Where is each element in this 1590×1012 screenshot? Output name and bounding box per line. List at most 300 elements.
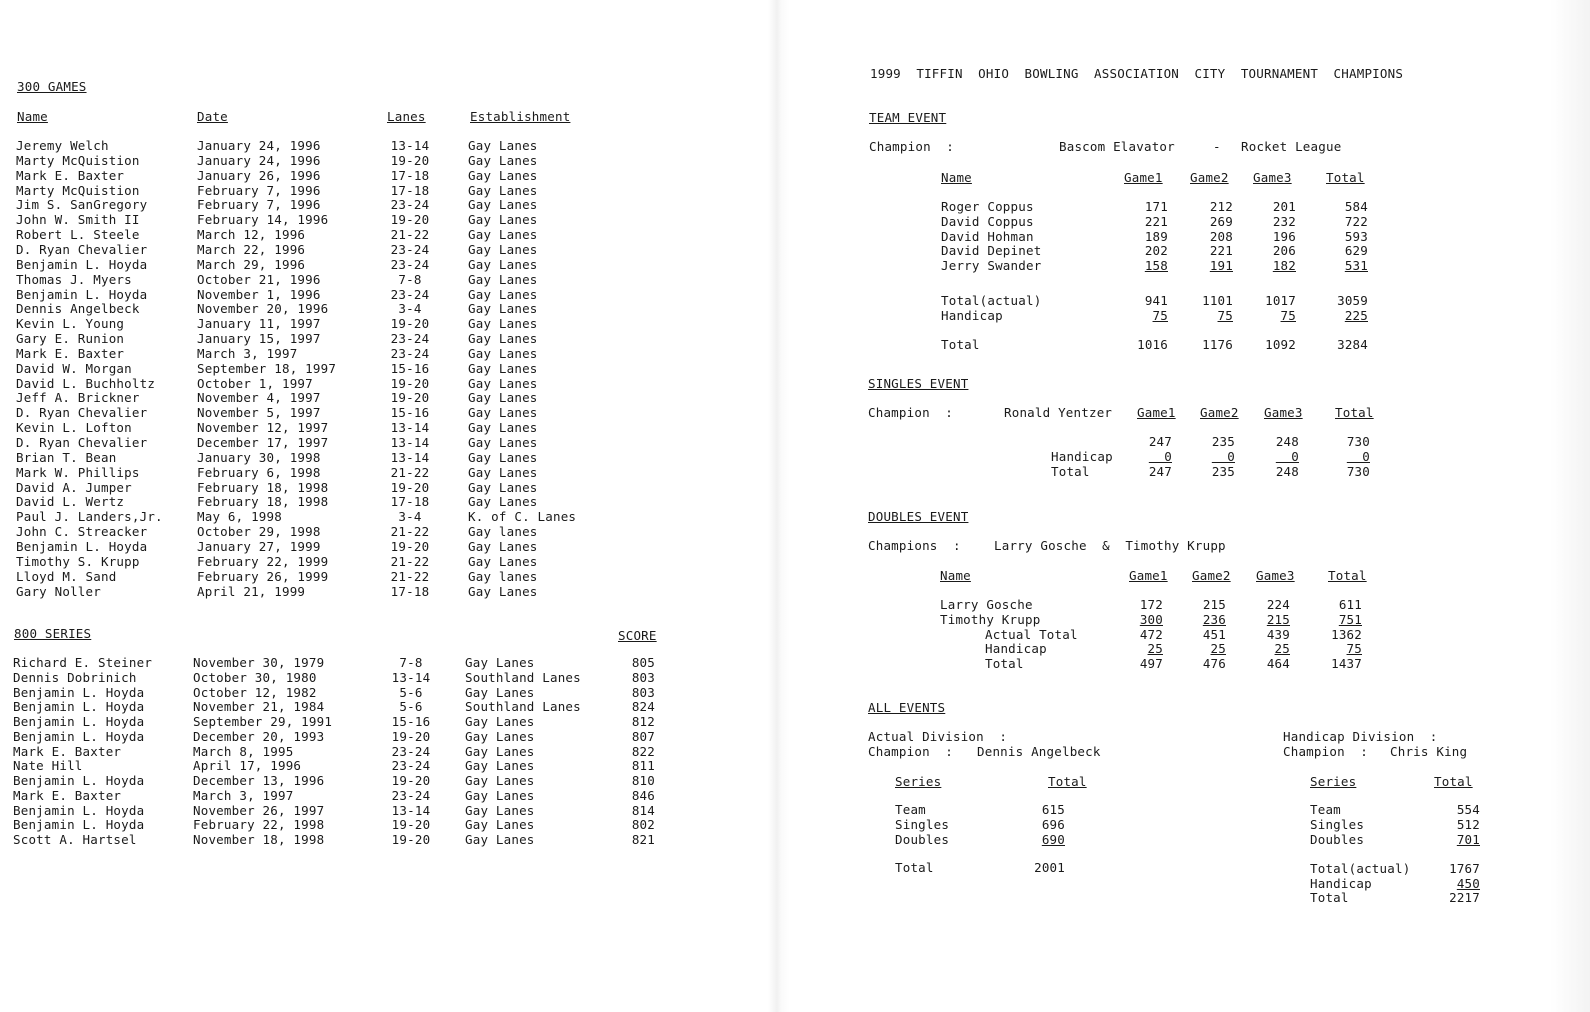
team-total-g3: 1092 xyxy=(1265,337,1296,352)
games300-row xyxy=(16,317,616,332)
establishment: Gay Lanes xyxy=(468,227,538,243)
doubles-header-total: Total xyxy=(1328,568,1367,583)
establishment: Gay Lanes xyxy=(465,787,535,803)
bowler-name: Benjamin L. Hoyda xyxy=(13,773,145,788)
series800-row xyxy=(13,730,673,745)
singles-total-label: Total xyxy=(1051,464,1090,479)
games300-row xyxy=(16,570,616,585)
doubles-total-label: Total xyxy=(985,656,1024,671)
lane-numbers: 23-24 xyxy=(390,286,430,302)
handicap-division-champion-name: Chris King xyxy=(1390,744,1468,759)
bowler-name: Thomas J. Myers xyxy=(16,271,132,287)
handicap-series-total: 512 xyxy=(1456,816,1480,832)
singles-total-g3: 248 xyxy=(1275,464,1299,479)
establishment: Gay Lanes xyxy=(465,832,535,847)
bowler-name: Gary Noller xyxy=(16,583,101,599)
lane-numbers: 23-24 xyxy=(390,197,430,213)
team-member-g2: 269 xyxy=(1209,213,1233,229)
game-date: January 26, 1996 xyxy=(197,167,321,183)
right-page xyxy=(780,0,1590,1012)
doubles-total-g3: 464 xyxy=(1266,656,1290,671)
singles-handicap-g3: 0 xyxy=(1275,449,1299,464)
team-member-g3: 196 xyxy=(1272,228,1296,244)
team-header-game1: Game1 xyxy=(1124,170,1163,185)
lane-numbers: 23-24 xyxy=(390,256,430,272)
games300-header-name: Name xyxy=(17,109,48,124)
singles-score-g2: 235 xyxy=(1211,434,1235,449)
series-score: 812 xyxy=(631,714,655,729)
bowler-name: Gary E. Runion xyxy=(16,331,125,347)
bowler-name: Benjamin L. Hoyda xyxy=(16,256,148,272)
games300-row xyxy=(16,154,616,169)
lane-numbers: 5-6 xyxy=(399,684,423,700)
establishment: Gay Lanes xyxy=(468,390,538,406)
lane-numbers: 21-22 xyxy=(390,227,430,243)
establishment: Gay Lanes xyxy=(468,538,538,554)
lane-numbers: 19-20 xyxy=(391,817,431,833)
lane-numbers: 17-18 xyxy=(390,167,430,183)
bowler-name: John W. Smith II xyxy=(16,212,140,228)
establishment: Gay Lanes xyxy=(465,728,535,744)
establishment: Gay Lanes xyxy=(468,435,538,450)
lane-numbers: 3-4 xyxy=(398,509,422,525)
team-actual-total: 3059 xyxy=(1337,293,1368,308)
doubles-actual-total: 1362 xyxy=(1331,626,1362,642)
doubles-total-total: 1437 xyxy=(1331,656,1362,671)
game-date: March 22, 1996 xyxy=(197,241,306,257)
actual-total-header: Total xyxy=(1048,774,1087,789)
team-member-name: Roger Coppus xyxy=(941,199,1034,214)
games300-row xyxy=(16,406,616,421)
doubles-handicap-total: 75 xyxy=(1346,641,1362,657)
establishment: Gay Lanes xyxy=(468,316,538,332)
lane-numbers: 23-24 xyxy=(390,345,430,361)
bowler-name: Dennis Dobrinich xyxy=(13,669,137,685)
team-member-g3: 201 xyxy=(1272,199,1296,214)
series800-row xyxy=(13,774,673,789)
series-date: September 29, 1991 xyxy=(193,714,333,729)
team-member-g2: 208 xyxy=(1209,228,1233,244)
series-date: February 22, 1998 xyxy=(193,817,325,833)
bowler-name: David A. Jumper xyxy=(16,479,132,495)
series-date: November 26, 1997 xyxy=(193,802,325,818)
game-date: April 21, 1999 xyxy=(197,583,306,599)
game-date: February 18, 1998 xyxy=(197,494,329,510)
game-date: November 12, 1997 xyxy=(197,420,329,436)
establishment: Gay Lanes xyxy=(468,271,538,287)
singles-handicap-g1: 0 xyxy=(1148,449,1172,464)
bowler-name: Scott A. Hartsel xyxy=(13,832,137,847)
series800-row xyxy=(13,671,673,686)
team-champion-dash: - xyxy=(1213,139,1221,154)
bowler-name: Robert L. Steele xyxy=(16,227,140,243)
lane-numbers: 13-14 xyxy=(390,449,430,465)
game-date: February 22, 1999 xyxy=(197,553,329,569)
bowler-name: D. Ryan Chevalier xyxy=(16,435,148,450)
games300-row xyxy=(16,391,616,406)
games300-table xyxy=(16,139,616,604)
games300-row xyxy=(16,540,616,555)
lane-numbers: 17-18 xyxy=(390,494,430,510)
handicap-series-name: Singles xyxy=(1310,816,1365,832)
game-date: February 6, 1998 xyxy=(197,464,321,480)
actual-series-total: 696 xyxy=(1041,816,1065,832)
doubles-actual-label: Actual Total xyxy=(985,626,1078,642)
games300-row xyxy=(16,466,616,481)
games300-row xyxy=(16,228,616,243)
handicap-division-table xyxy=(1310,803,1510,913)
doubles-member-name: Timothy Krupp xyxy=(940,611,1041,627)
establishment: Gay Lanes xyxy=(468,286,538,302)
team-handicap-label: Handicap xyxy=(941,308,1003,323)
handicap-series-name: Team xyxy=(1310,802,1341,817)
establishment: Gay Lanes xyxy=(468,331,538,347)
team-event-table xyxy=(940,170,1368,352)
games300-row xyxy=(16,362,616,377)
team-member-g1: 171 xyxy=(1144,199,1168,214)
all-events-title: ALL EVENTS xyxy=(868,700,946,715)
singles-champion-label: Champion : xyxy=(868,405,953,420)
team-actual-g3: 1017 xyxy=(1265,293,1296,308)
handicap-handicap-value: 450 xyxy=(1456,876,1480,891)
singles-header-game1: Game1 xyxy=(1137,405,1176,420)
series-date: December 20, 1993 xyxy=(193,728,325,744)
establishment: Gay Lanes xyxy=(465,773,535,788)
actual-series-total: 615 xyxy=(1041,802,1065,817)
establishment: Gay Lanes xyxy=(468,464,538,480)
singles-header-game3: Game3 xyxy=(1264,405,1303,420)
actual-division-label: Actual Division : xyxy=(868,729,1008,744)
game-date: February 14, 1996 xyxy=(197,212,329,228)
lane-numbers: 19-20 xyxy=(391,773,431,788)
bowler-name: Kevin L. Lofton xyxy=(16,420,132,436)
doubles-actual-g1: 472 xyxy=(1139,626,1163,642)
games300-row xyxy=(16,288,616,303)
series-score: 846 xyxy=(631,787,655,803)
game-date: March 29, 1996 xyxy=(197,256,306,272)
establishment: Gay Lanes xyxy=(465,714,535,729)
singles-handicap-g2: 0 xyxy=(1211,449,1235,464)
bowler-name: Benjamin L. Hoyda xyxy=(16,538,148,554)
game-date: May 6, 1998 xyxy=(197,509,282,525)
actual-division-table xyxy=(895,803,1095,883)
lane-numbers: 7-8 xyxy=(399,655,423,670)
games300-header-lanes: Lanes xyxy=(387,109,426,124)
game-date: December 17, 1997 xyxy=(197,435,329,450)
game-date: November 5, 1997 xyxy=(197,405,321,421)
actual-series-header: Series xyxy=(895,774,942,789)
team-handicap-g1: 75 xyxy=(1152,308,1168,323)
lane-numbers: 3-4 xyxy=(398,301,422,317)
bowler-name: Nate Hill xyxy=(13,758,83,774)
games300-row xyxy=(16,302,616,317)
game-date: January 24, 1996 xyxy=(197,152,321,168)
lane-numbers: 15-16 xyxy=(391,714,431,729)
establishment: Gay Lanes xyxy=(468,241,538,257)
bowler-name: Mark E. Baxter xyxy=(16,167,125,183)
series-score: 803 xyxy=(631,669,655,685)
doubles-member-g2: 215 xyxy=(1202,597,1226,612)
left-page xyxy=(0,0,780,1012)
bowler-name: Jeremy Welch xyxy=(16,138,109,153)
establishment: Gay Lanes xyxy=(468,360,538,376)
singles-handicap-total: 0 xyxy=(1346,449,1370,464)
games300-row xyxy=(16,481,616,496)
lane-numbers: 19-20 xyxy=(390,152,430,168)
team-member-g2: 212 xyxy=(1209,199,1233,214)
actual-series-name: Singles xyxy=(895,816,950,832)
actual-series-name: Doubles xyxy=(895,831,950,847)
team-champion-label: Champion : xyxy=(869,139,954,154)
doubles-member-total: 611 xyxy=(1338,597,1362,612)
series-date: November 21, 1984 xyxy=(193,699,325,715)
lane-numbers: 19-20 xyxy=(390,479,430,495)
lane-numbers: 19-20 xyxy=(390,212,430,228)
games300-row xyxy=(16,347,616,362)
doubles-header-name: Name xyxy=(940,568,971,583)
game-date: March 12, 1996 xyxy=(197,227,306,243)
games300-row xyxy=(16,273,616,288)
doubles-header-game1: Game1 xyxy=(1129,568,1168,583)
game-date: January 15, 1997 xyxy=(197,331,321,347)
handicap-handicap-label: Handicap xyxy=(1310,876,1372,891)
series-date: December 13, 1996 xyxy=(193,773,325,788)
team-member-g1: 202 xyxy=(1144,243,1168,259)
games300-row xyxy=(16,585,616,600)
establishment: Gay Lanes xyxy=(468,494,538,510)
singles-handicap-label: Handicap xyxy=(1051,449,1113,464)
doubles-handicap-g2: 25 xyxy=(1210,641,1226,657)
game-date: February 7, 1996 xyxy=(197,182,321,198)
team-event-title: TEAM EVENT xyxy=(869,110,947,125)
establishment: Gay Lanes xyxy=(468,212,538,228)
game-date: January 27, 1999 xyxy=(197,538,321,554)
establishment: Gay Lanes xyxy=(468,138,538,153)
bowler-name: D. Ryan Chevalier xyxy=(16,405,148,421)
doubles-actual-g3: 439 xyxy=(1266,626,1290,642)
singles-event-title: SINGLES EVENT xyxy=(868,376,969,391)
handicap-division-champion-label: Champion : xyxy=(1283,744,1368,759)
series800-row xyxy=(13,715,673,730)
team-total-total: 3284 xyxy=(1337,337,1368,352)
team-member-g3: 182 xyxy=(1272,258,1296,274)
series-score: 814 xyxy=(631,802,655,818)
team-total-g1: 1016 xyxy=(1137,337,1168,352)
team-actual-g2: 1101 xyxy=(1202,293,1233,308)
lane-numbers: 21-22 xyxy=(390,524,430,540)
bowler-name: Dennis Angelbeck xyxy=(16,301,140,317)
lane-numbers: 5-6 xyxy=(399,699,423,715)
lane-numbers: 15-16 xyxy=(390,360,430,376)
singles-total-total: 730 xyxy=(1346,464,1370,479)
singles-total-g2: 235 xyxy=(1211,464,1235,479)
series-score: 821 xyxy=(631,832,655,847)
establishment: Gay Lanes xyxy=(465,684,535,700)
bowler-name: Kevin L. Young xyxy=(16,316,125,332)
bowler-name: Mark E. Baxter xyxy=(16,345,125,361)
game-date: January 11, 1997 xyxy=(197,316,321,332)
team-actual-g1: 941 xyxy=(1144,293,1168,308)
game-date: January 24, 1996 xyxy=(197,138,321,153)
games300-row xyxy=(16,510,616,525)
lane-numbers: 23-24 xyxy=(391,787,431,803)
team-member-name: Jerry Swander xyxy=(941,258,1042,274)
doubles-handicap-label: Handicap xyxy=(985,641,1047,657)
doubles-header-game2: Game2 xyxy=(1192,568,1231,583)
team-member-g1: 189 xyxy=(1144,228,1168,244)
bowler-name: Benjamin L. Hoyda xyxy=(13,699,145,715)
doubles-member-g1: 300 xyxy=(1139,611,1163,627)
team-champion-name: Bascom Elavator xyxy=(1059,139,1175,154)
games300-row xyxy=(16,169,616,184)
team-member-g1: 221 xyxy=(1144,213,1168,229)
establishment: Gay Lanes xyxy=(468,405,538,421)
doubles-total-g2: 476 xyxy=(1202,656,1226,671)
establishment: Gay Lanes xyxy=(465,758,535,774)
game-date: October 1, 1997 xyxy=(197,375,313,391)
games300-row xyxy=(16,436,616,451)
champions-title: 1999 TIFFIN OHIO BOWLING ASSOCIATION CITY TOURNAMENT CHAMPIONS xyxy=(870,66,1404,81)
series800-table xyxy=(13,656,673,856)
bowler-name: David W. Morgan xyxy=(16,360,132,376)
series-date: April 17, 1996 xyxy=(193,758,302,774)
doubles-event-table xyxy=(940,569,1370,679)
series-score: 824 xyxy=(631,699,655,715)
bowler-name: Brian T. Bean xyxy=(16,449,117,465)
series800-row xyxy=(13,789,673,804)
games300-row xyxy=(16,495,616,510)
games300-row xyxy=(16,139,616,154)
series800-score-header: SCORE xyxy=(618,628,657,643)
establishment: Gay Lanes xyxy=(468,167,538,183)
game-date: February 18, 1998 xyxy=(197,479,329,495)
singles-score-total: 730 xyxy=(1346,434,1370,449)
games300-row xyxy=(16,555,616,570)
team-member-name: David Coppus xyxy=(941,213,1034,229)
series-date: October 30, 1980 xyxy=(193,669,317,685)
game-date: November 20, 1996 xyxy=(197,301,329,317)
establishment: Gay Lanes xyxy=(468,301,538,317)
bowler-name: Benjamin L. Hoyda xyxy=(16,286,148,302)
team-member-g1: 158 xyxy=(1144,258,1168,274)
doubles-total-g1: 497 xyxy=(1139,656,1163,671)
establishment: Gay Lanes xyxy=(468,182,538,198)
establishment: Gay Lanes xyxy=(468,583,538,599)
lane-numbers: 7-8 xyxy=(398,271,422,287)
establishment: Gay Lanes xyxy=(468,375,538,391)
series-score: 802 xyxy=(631,817,655,833)
series800-row xyxy=(13,745,673,760)
series-score: 807 xyxy=(631,728,655,744)
team-member-g3: 206 xyxy=(1272,243,1296,259)
lane-numbers: 21-22 xyxy=(390,464,430,480)
bowler-name: Benjamin L. Hoyda xyxy=(13,714,145,729)
bowler-name: Benjamin L. Hoyda xyxy=(13,817,145,833)
actual-total-label: Total xyxy=(895,860,934,875)
bowler-name: Mark E. Baxter xyxy=(13,743,122,759)
bowler-name: Lloyd M. Sand xyxy=(16,568,117,584)
lane-numbers: 23-24 xyxy=(390,241,430,257)
series800-row xyxy=(13,818,673,833)
establishment: Gay Lanes xyxy=(468,152,538,168)
game-date: February 26, 1999 xyxy=(197,568,329,584)
establishment: Gay Lanes xyxy=(465,655,535,670)
game-date: March 3, 1997 xyxy=(197,345,298,361)
team-actual-label: Total(actual) xyxy=(941,293,1042,308)
series800-title: 800 SERIES xyxy=(14,626,92,641)
games300-row xyxy=(16,332,616,347)
doubles-member-name: Larry Gosche xyxy=(940,597,1033,612)
team-member-total: 531 xyxy=(1344,258,1368,274)
team-member-g3: 232 xyxy=(1272,213,1296,229)
team-member-total: 593 xyxy=(1344,228,1368,244)
doubles-member-total: 751 xyxy=(1338,611,1362,627)
bowler-name: Richard E. Steiner xyxy=(13,655,153,670)
singles-score-g3: 248 xyxy=(1275,434,1299,449)
game-date: November 1, 1996 xyxy=(197,286,321,302)
games300-row xyxy=(16,213,616,228)
team-total-g2: 1176 xyxy=(1202,337,1233,352)
lane-numbers: 15-16 xyxy=(390,405,430,421)
bowler-name: John C. Streacker xyxy=(16,524,148,540)
lane-numbers: 17-18 xyxy=(390,583,430,599)
game-date: February 7, 1996 xyxy=(197,197,321,213)
series-score: 803 xyxy=(631,684,655,700)
singles-header-game2: Game2 xyxy=(1200,405,1239,420)
team-handicap-g3: 75 xyxy=(1280,308,1296,323)
games300-row xyxy=(16,198,616,213)
doubles-champion-names: Larry Gosche & Timothy Krupp xyxy=(994,538,1226,553)
establishment: K. of C. Lanes xyxy=(468,509,577,525)
handicap-actual-value: 1767 xyxy=(1449,861,1480,876)
game-date: September 18, 1997 xyxy=(197,360,337,376)
team-member-g2: 191 xyxy=(1209,258,1233,274)
bowler-name: Marty McQuistion xyxy=(16,152,140,168)
establishment: Gay Lanes xyxy=(468,449,538,465)
series-score: 805 xyxy=(631,655,655,670)
establishment: Gay Lanes xyxy=(465,743,535,759)
series-date: March 3, 1997 xyxy=(193,787,294,803)
establishment: Gay lanes xyxy=(468,524,538,540)
bowler-name: D. Ryan Chevalier xyxy=(16,241,148,257)
bowler-name: Paul J. Landers,Jr. xyxy=(16,509,163,525)
lane-numbers: 23-24 xyxy=(391,758,431,774)
series-date: November 18, 1998 xyxy=(193,832,325,847)
establishment: Gay Lanes xyxy=(468,420,538,436)
team-member-total: 584 xyxy=(1344,199,1368,214)
games300-row xyxy=(16,377,616,392)
handicap-actual-label: Total(actual) xyxy=(1310,861,1411,876)
singles-header-total: Total xyxy=(1335,405,1374,420)
doubles-handicap-g3: 25 xyxy=(1274,641,1290,657)
establishment: Gay Lanes xyxy=(465,817,535,833)
series-score: 822 xyxy=(631,743,655,759)
actual-series-name: Team xyxy=(895,802,926,817)
handicap-total-label: Total xyxy=(1310,890,1349,905)
lane-numbers: 19-20 xyxy=(390,316,430,332)
bowler-name: David L. Buchholtz xyxy=(16,375,156,391)
lane-numbers: 13-14 xyxy=(390,138,430,153)
games300-row xyxy=(16,243,616,258)
bowler-name: Benjamin L. Hoyda xyxy=(13,684,145,700)
doubles-member-g3: 224 xyxy=(1266,597,1290,612)
series800-row xyxy=(13,759,673,774)
actual-division-champion-name: Dennis Angelbeck xyxy=(977,744,1101,759)
team-league-name: Rocket League xyxy=(1241,139,1342,154)
games300-row xyxy=(16,258,616,273)
establishment: Gay Lanes xyxy=(468,256,538,272)
singles-champion-name: Ronald Yentzer xyxy=(1004,405,1113,420)
